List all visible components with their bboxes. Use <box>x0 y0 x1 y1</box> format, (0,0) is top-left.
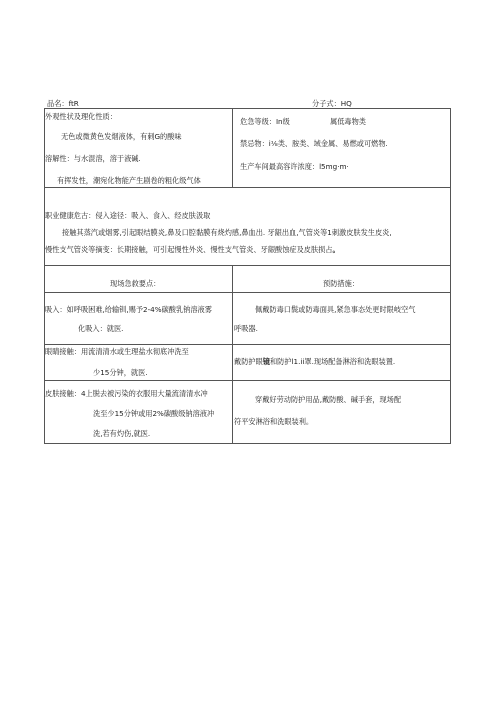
column-divider-top <box>232 108 233 187</box>
eye-contact-instruction-cont: 少15分钟，就医. <box>93 368 148 377</box>
row-divider-skin <box>44 380 451 381</box>
incompatible-materials: 禁忌物：i⅛类、胺类、域金属、易燃或可燃物. <box>240 139 388 148</box>
appearance-text: 无色或微黄色发烟液体，有刺G的酸味 <box>61 132 182 141</box>
eye-contact-instruction: 眼睛接触：用流清清水或生理盐水彻底冲洗至 <box>45 347 189 356</box>
hazard-level: 危急等级：In级 <box>240 117 290 126</box>
first-aid-heading: 现场急救要点： <box>110 279 161 288</box>
row-divider-eye <box>44 344 451 345</box>
volatility-text: 有挥发性，潮宛化物能产生剧卷的粗化级气体 <box>57 176 201 185</box>
prevention-heading: 预防措施： <box>323 279 359 288</box>
row-divider-health <box>44 265 451 266</box>
health-hazard-symptoms: 接触其蒸汽或烟雾,引起眼结膜炎,鼻及口腔黏膜有烧灼感,鼻血出. 牙龈出血,气管炎等1刺激皮肤发生皮炎, <box>62 228 392 237</box>
skin-contact-instruction-end: 洗,若有灼伤,就医. <box>93 429 151 438</box>
inhalation-instruction-cont: 化吸入：就医. <box>78 324 124 333</box>
toxicity-category: 属低毒物类 <box>330 117 366 126</box>
skin-contact-instruction-cont: 洗至少15分钟或用2%碳酸级钠溶液冲 <box>93 409 215 418</box>
column-divider-bottom <box>232 265 233 443</box>
table-top-border <box>44 108 451 109</box>
molecular-formula-label: 分子式：HQ <box>312 99 352 108</box>
solubility-text: 溶解性：与水混溶，溶于液碱. <box>45 154 141 163</box>
table-bottom-border <box>44 443 451 444</box>
body-protection-cont: 符平安淋浴和洗眼装利。 <box>234 417 314 426</box>
respiratory-protection: 佩戴防毒口鬓或防毒面具,紧急事态处更时限岐空气 <box>255 305 416 314</box>
row-divider-properties <box>44 187 451 188</box>
properties-heading: 外观性状及理化性质： <box>45 112 117 121</box>
health-hazard-routes: 职业健康危古：侵入途径：吸入、食入、经皮肤汲取 <box>45 211 211 220</box>
inhalation-instruction: 吸入：如呼吸困难,给输钏,赐予2-4%碳酸乳钠溶液雾 <box>45 305 212 314</box>
respiratory-protection-cont: 呼吸器. <box>234 324 258 333</box>
chronic-effects: 慢性支气管炎等摘变：长期接触，可引起慢性外炎、慢性支气管炎、牙龈酸蚀症及皮肤损占。 <box>45 245 340 254</box>
table-right-border <box>450 108 451 443</box>
body-protection: 穿戴好劳动防护用品,戴防酸、碱手套，现场配 <box>255 395 402 404</box>
skin-contact-instruction: 皮肤接触：4上脱去被污染的衣服用大量流清清水冲 <box>45 389 208 398</box>
product-name-label: 品名：ftR <box>47 99 79 108</box>
exposure-limit: 生产车间最高容许浓度：l5mg·m· <box>240 162 349 171</box>
eye-protection: 戴防护眼镜和防护l1.ii罩.现场配备淋浴和洗眼装置. <box>234 357 396 366</box>
row-divider-headings <box>44 292 451 293</box>
